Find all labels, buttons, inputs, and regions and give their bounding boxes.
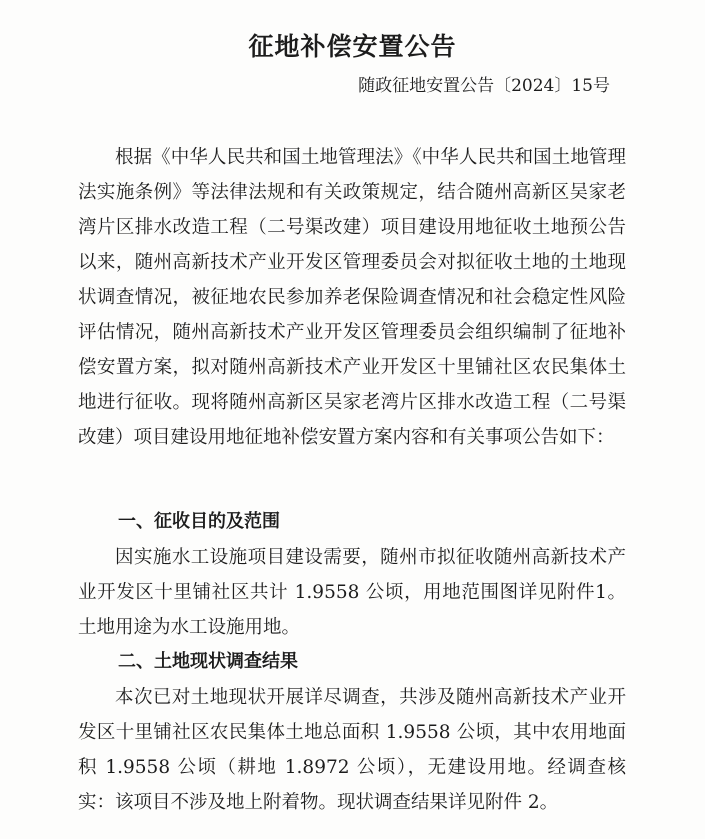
section-heading-land-survey: 二、土地现状调查结果	[118, 651, 298, 672]
section-text-purpose-scope: 因实施水工设施项目建设需要，随州市拟征收随州高新技术产业开发区十里铺社区共计 1.9558 公顷，用地范围图详见附件1。土地用途为水工设施用地。	[78, 547, 626, 638]
section-heading-purpose-scope: 一、征收目的及范围	[118, 511, 280, 532]
intro-paragraph: 根据《中华人民共和国土地管理法》《中华人民共和国土地管理法实施条例》等法律法规和有关政策规定，结合随州高新区吴家老湾片区排水改造工程（二号渠改建）项目建设用地征收土地预公告以来，随州高新技术产业开发区管理委员会对拟征收土地的土地现状调查情况，被征地农民参加养老保险调查情况和社会稳定性风险评估情况，随州高新技术产业开发区管理委员会组织编制了征地补偿安置方案，拟对随州高新技术产业开发区十里铺社区农民集体土地进行征收。现将随州高新区吴家老湾片区排水改造工程（二号渠改建）项目建设用地征地补偿安置方案内容和有关事项公告如下：	[78, 147, 626, 448]
page-title: 征地补偿安置公告	[248, 32, 457, 61]
section-text-land-survey: 本次已对土地现状开展详尽调查，共涉及随州高新技术产业开发区十里铺社区农民集体土地总面积 1.9558 公顷，其中农用地面积 1.9558 公顷（耕地 1.8972 公顷），无建设用地。经调查核实：该项目不涉及地上附着物。现状调查结果详见附件 2。	[78, 687, 626, 813]
document-number: 随政征地安置公告〔2024〕15号	[358, 76, 610, 96]
